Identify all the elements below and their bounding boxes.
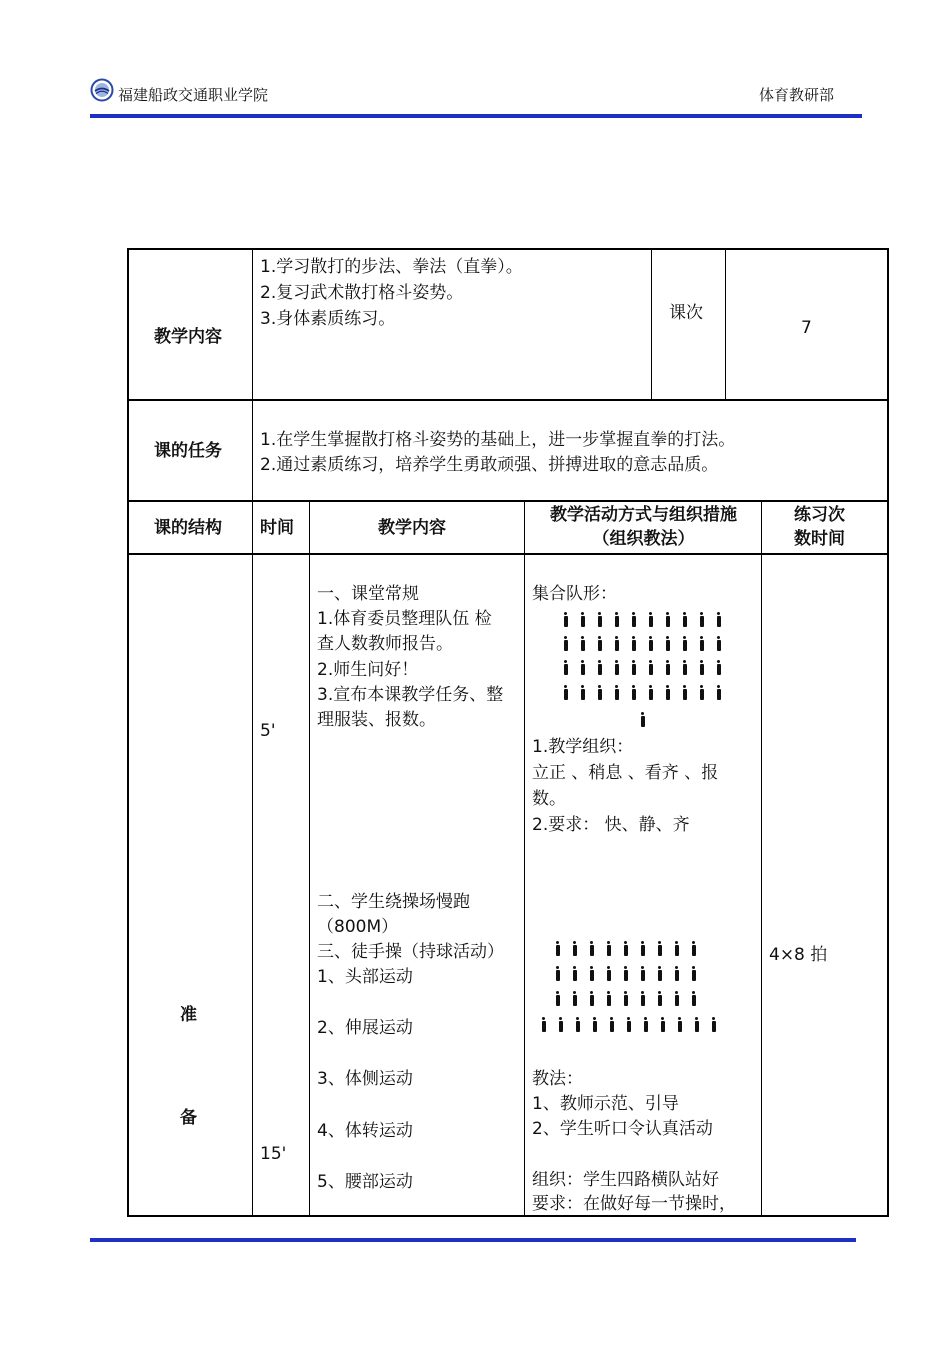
table-border: [651, 248, 652, 401]
student-figure-icon: [666, 685, 670, 700]
student-figure-icon: [615, 685, 619, 700]
student-figure-icon: [695, 1017, 699, 1032]
exercise-item: 4、体转运动: [317, 1121, 413, 1141]
teacher-figure-icon: [641, 712, 645, 727]
student-figure-icon: [615, 612, 619, 627]
formation-row: [535, 1017, 722, 1032]
method-item: 1.教学组织：: [532, 737, 634, 757]
table-border: [761, 500, 762, 1217]
student-figure-icon: [717, 636, 721, 651]
student-figure-icon: [683, 685, 687, 700]
student-figure-icon: [644, 1017, 648, 1032]
teacher-figure: [634, 712, 651, 727]
content-item: 2.师生问好！: [317, 660, 419, 680]
practice-count: 4×8 拍: [769, 945, 828, 965]
student-figure-icon: [581, 636, 585, 651]
table-border: [725, 248, 726, 401]
student-figure-icon: [590, 991, 594, 1006]
method-item: 数。: [532, 789, 566, 809]
student-figure-icon: [700, 612, 704, 627]
student-figure-icon: [675, 991, 679, 1006]
student-figure-icon: [556, 991, 560, 1006]
student-figure-icon: [683, 612, 687, 627]
school-emblem-icon: [90, 78, 114, 102]
table-border: [127, 1215, 889, 1217]
student-figure-icon: [556, 941, 560, 956]
student-figure-icon: [717, 612, 721, 627]
student-figure-icon: [615, 660, 619, 675]
student-figure-icon: [598, 612, 602, 627]
table-border: [887, 248, 889, 1217]
student-figure-icon: [675, 941, 679, 956]
student-figure-icon: [649, 660, 653, 675]
table-border: [127, 248, 889, 250]
row-label-teaching-content: 教学内容: [154, 327, 222, 347]
table-border: [309, 500, 310, 1217]
student-figure-icon: [675, 966, 679, 981]
student-figure-icon: [700, 660, 704, 675]
exercise-item: 2、伸展运动: [317, 1018, 413, 1038]
formation-row: [549, 991, 702, 1006]
table-border: [524, 500, 525, 1217]
student-figure-icon: [581, 612, 585, 627]
formation-row: [549, 966, 702, 981]
student-figure-icon: [542, 1017, 546, 1032]
student-figure-icon: [590, 966, 594, 981]
exercise-item: 5、腰部运动: [317, 1172, 413, 1192]
exercise-item: 3、体侧运动: [317, 1069, 413, 1089]
student-figure-icon: [564, 612, 568, 627]
student-figure-icon: [624, 941, 628, 956]
student-figure-icon: [649, 685, 653, 700]
content-line: 1.学习散打的步法、拳法（直拳）。: [260, 257, 523, 277]
student-figure-icon: [607, 941, 611, 956]
table-border: [127, 500, 889, 502]
method-item: 组织：学生四路横队站好: [532, 1170, 719, 1190]
student-figure-icon: [649, 612, 653, 627]
content-item: 理服装、报数。: [317, 710, 436, 730]
lesson-number-value: 7: [801, 318, 812, 338]
student-figure-icon: [598, 660, 602, 675]
task-line: 2.通过素质练习，培养学生勇敢顽强、拼搏进取的意志品质。: [260, 455, 719, 475]
department-name: 体育教研部: [759, 86, 835, 104]
student-figure-icon: [556, 966, 560, 981]
student-figure-icon: [683, 660, 687, 675]
col-header-method-sub: （组织教法）: [592, 529, 695, 549]
student-figure-icon: [576, 1017, 580, 1032]
col-header-structure: 课的结构: [154, 518, 222, 538]
student-figure-icon: [607, 966, 611, 981]
formation-row: [557, 612, 727, 627]
col-header-practice: 练习次: [794, 505, 845, 525]
student-figure-icon: [661, 1017, 665, 1032]
student-figure-icon: [559, 1017, 563, 1032]
student-figure-icon: [658, 966, 662, 981]
content-item: （800M）: [317, 917, 399, 937]
content-item: 3.宣布本课教学任务、整: [317, 685, 504, 705]
student-figure-icon: [712, 1017, 716, 1032]
student-figure-icon: [593, 1017, 597, 1032]
col-header-time: 时间: [260, 518, 294, 538]
col-header-content: 教学内容: [378, 518, 446, 538]
student-figure-icon: [666, 636, 670, 651]
student-figure-icon: [658, 991, 662, 1006]
content-item: 一、课堂常规: [317, 584, 419, 604]
student-figure-icon: [590, 941, 594, 956]
table-border: [252, 248, 253, 1217]
student-figure-icon: [717, 660, 721, 675]
student-figure-icon: [678, 1017, 682, 1032]
content-item: 三、徒手操（持球活动）: [317, 942, 504, 962]
student-figure-icon: [683, 636, 687, 651]
content-item: 1.体育委员整理队伍 检: [317, 609, 492, 629]
student-figure-icon: [624, 991, 628, 1006]
student-figure-icon: [700, 685, 704, 700]
student-figure-icon: [632, 636, 636, 651]
student-figure-icon: [717, 685, 721, 700]
student-figure-icon: [573, 966, 577, 981]
row-label-lesson-tasks: 课的任务: [154, 441, 222, 461]
method-item: 教法：: [532, 1069, 583, 1089]
method-item: 2.要求： 快、静、齐: [532, 815, 690, 835]
structure-char: 备: [180, 1108, 197, 1128]
student-figure-icon: [700, 636, 704, 651]
student-figure-icon: [641, 941, 645, 956]
formation-row: [549, 941, 702, 956]
student-figure-icon: [632, 612, 636, 627]
student-figure-icon: [658, 941, 662, 956]
method-item: 要求：在做好每一节操时，: [532, 1194, 736, 1214]
student-figure-icon: [615, 636, 619, 651]
student-figure-icon: [581, 685, 585, 700]
student-figure-icon: [581, 660, 585, 675]
student-figure-icon: [624, 966, 628, 981]
student-figure-icon: [692, 991, 696, 1006]
content-item: 二、学生绕操场慢跑: [317, 892, 470, 912]
content-line: 2.复习武术散打格斗姿势。: [260, 283, 464, 303]
header-rule: [90, 114, 862, 118]
table-border: [127, 399, 889, 401]
time-value: 5': [260, 721, 276, 741]
col-header-method: 教学活动方式与组织措施: [550, 505, 737, 525]
student-figure-icon: [573, 941, 577, 956]
student-figure-icon: [573, 991, 577, 1006]
student-figure-icon: [598, 636, 602, 651]
structure-char: 准: [180, 1005, 197, 1025]
student-figure-icon: [666, 660, 670, 675]
student-figure-icon: [610, 1017, 614, 1032]
student-figure-icon: [649, 636, 653, 651]
student-figure-icon: [692, 966, 696, 981]
student-figure-icon: [632, 660, 636, 675]
method-item: 2、学生听口令认真活动: [532, 1119, 713, 1139]
time-value: 15': [260, 1144, 287, 1164]
method-title: 集合队形：: [532, 584, 617, 604]
student-figure-icon: [641, 966, 645, 981]
student-figure-icon: [564, 660, 568, 675]
method-item: 1、教师示范、引导: [532, 1094, 679, 1114]
footer-rule: [90, 1238, 856, 1242]
student-figure-icon: [564, 636, 568, 651]
content-line: 3.身体素质练习。: [260, 309, 396, 329]
student-figure-icon: [607, 991, 611, 1006]
student-figure-icon: [692, 941, 696, 956]
formation-row: [557, 685, 727, 700]
formation-row: [557, 636, 727, 651]
table-border: [127, 248, 129, 1217]
lesson-number-label: 课次: [669, 303, 703, 323]
formation-row: [557, 660, 727, 675]
student-figure-icon: [641, 991, 645, 1006]
student-figure-icon: [627, 1017, 631, 1032]
student-figure-icon: [598, 685, 602, 700]
school-name: 福建船政交通职业学院: [118, 86, 269, 104]
student-figure-icon: [666, 612, 670, 627]
col-header-practice-sub: 数时间: [794, 529, 845, 549]
student-figure-icon: [632, 685, 636, 700]
student-figure-icon: [564, 685, 568, 700]
content-item: 查人数教师报告。: [317, 634, 453, 654]
task-line: 1.在学生掌握散打格斗姿势的基础上，进一步掌握直拳的打法。: [260, 430, 736, 450]
content-item: 1、头部运动: [317, 967, 413, 987]
table-border: [127, 553, 889, 555]
method-item: 立正 、稍息 、看齐 、报: [532, 763, 719, 783]
